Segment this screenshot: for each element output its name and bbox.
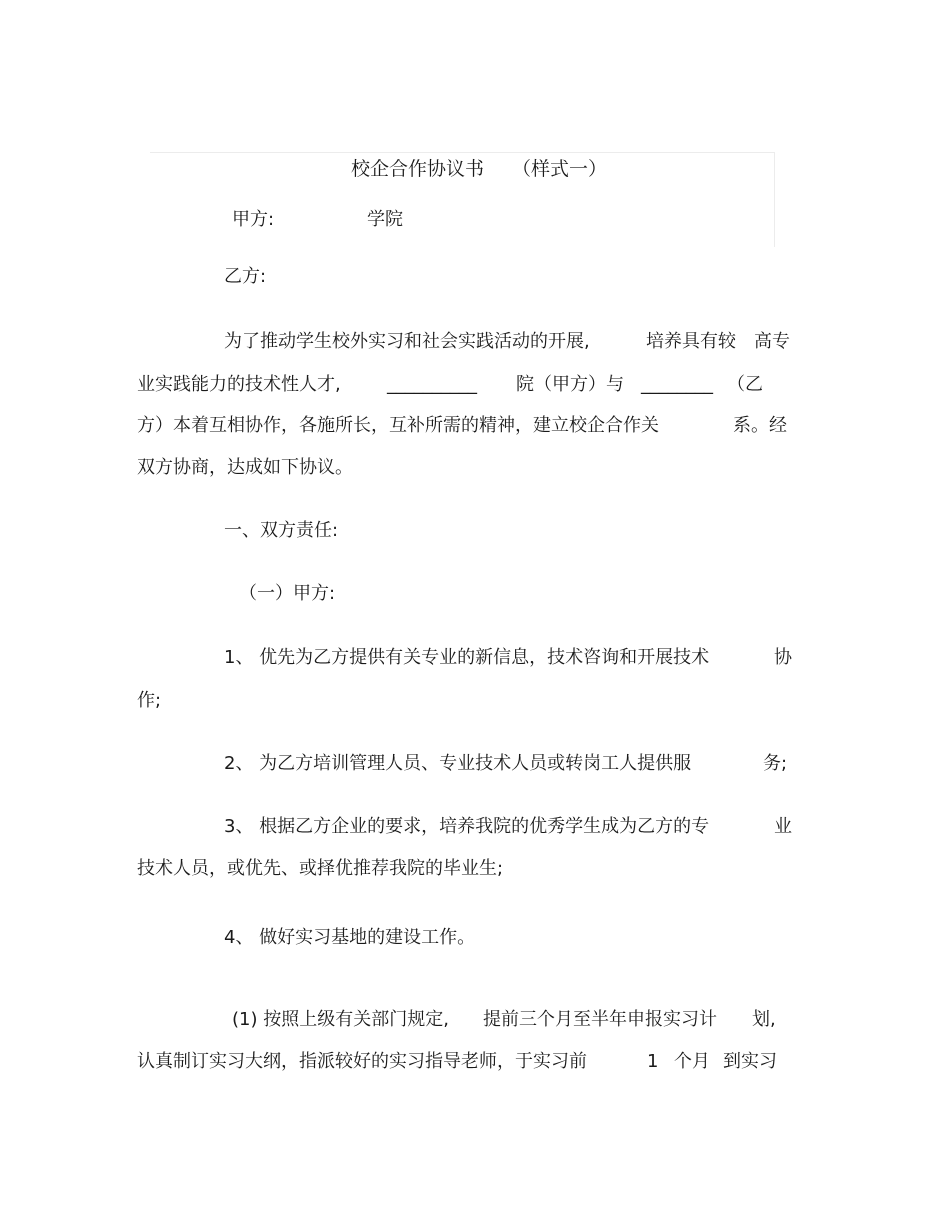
para1-line2-c: 个月 [674,1051,710,1072]
item1-line-c: 作; [137,690,162,711]
document-title: 校企合作协议书 [351,158,485,180]
intro-line1-a: 为了推动学生校外实习和社会实践活动的开展, [224,331,590,352]
intro-line2-a: 业实践能力的技术性人才, [137,374,341,395]
para1-line1-c: 划, [752,1009,776,1030]
party-a-name: 学院 [367,209,403,230]
item2-line-b: 务; [763,753,788,774]
item2-line-a: 2、 为乙方培训管理人员、专业技术人员或转岗工人提供服 [224,753,692,774]
party-b-label: 乙方: [224,266,267,287]
para1-line1-b: 提前三个月至半年申报实习计 [483,1009,717,1030]
intro-line4: 双方协商，达成如下协议。 [137,457,353,478]
intro-line3-a: 方）本着互相协作，各施所长，互补所需的精神，建立校企合作关 [137,415,659,436]
item1-line-b: 协 [774,647,792,668]
item3-line-c: 技术人员，或优先、或择优推荐我院的毕业生; [137,858,504,879]
intro-line3-b: 系。经 [733,415,787,436]
party-a-label: 甲方: [232,209,275,230]
document-title-suffix: （样式一） [512,158,608,180]
subsection-a-heading: （一）甲方: [239,583,336,604]
item3-line-b: 业 [774,816,792,837]
intro-line1-c: 高专 [754,331,790,352]
para1-line2-a: 认真制订实习大纲，指派较好的实习指导老师，于实习前 [137,1051,587,1072]
intro-line1-b: 培养具有较 [646,331,736,352]
para1-line2-d: 到实习 [723,1051,777,1072]
intro-line2-blank1: __________ [387,374,477,395]
intro-line2-c: （乙 [727,374,763,395]
intro-line2-b: 院（甲方）与 [516,374,624,395]
item3-line-a: 3、 根据乙方企业的要求，培养我院的优秀学生成为乙方的专 [224,816,710,837]
para1-line2-b: 1 [647,1051,659,1072]
section1-heading: 一、双方责任: [224,520,339,541]
intro-line2-blank2: ________ [641,374,713,395]
item1-line-a: 1、 优先为乙方提供有关专业的新信息，技术咨询和开展技术 [224,647,710,668]
para1-line1-a: (1) 按照上级有关部门规定, [232,1009,449,1030]
item4-line: 4、 做好实习基地的建设工作。 [224,927,476,948]
